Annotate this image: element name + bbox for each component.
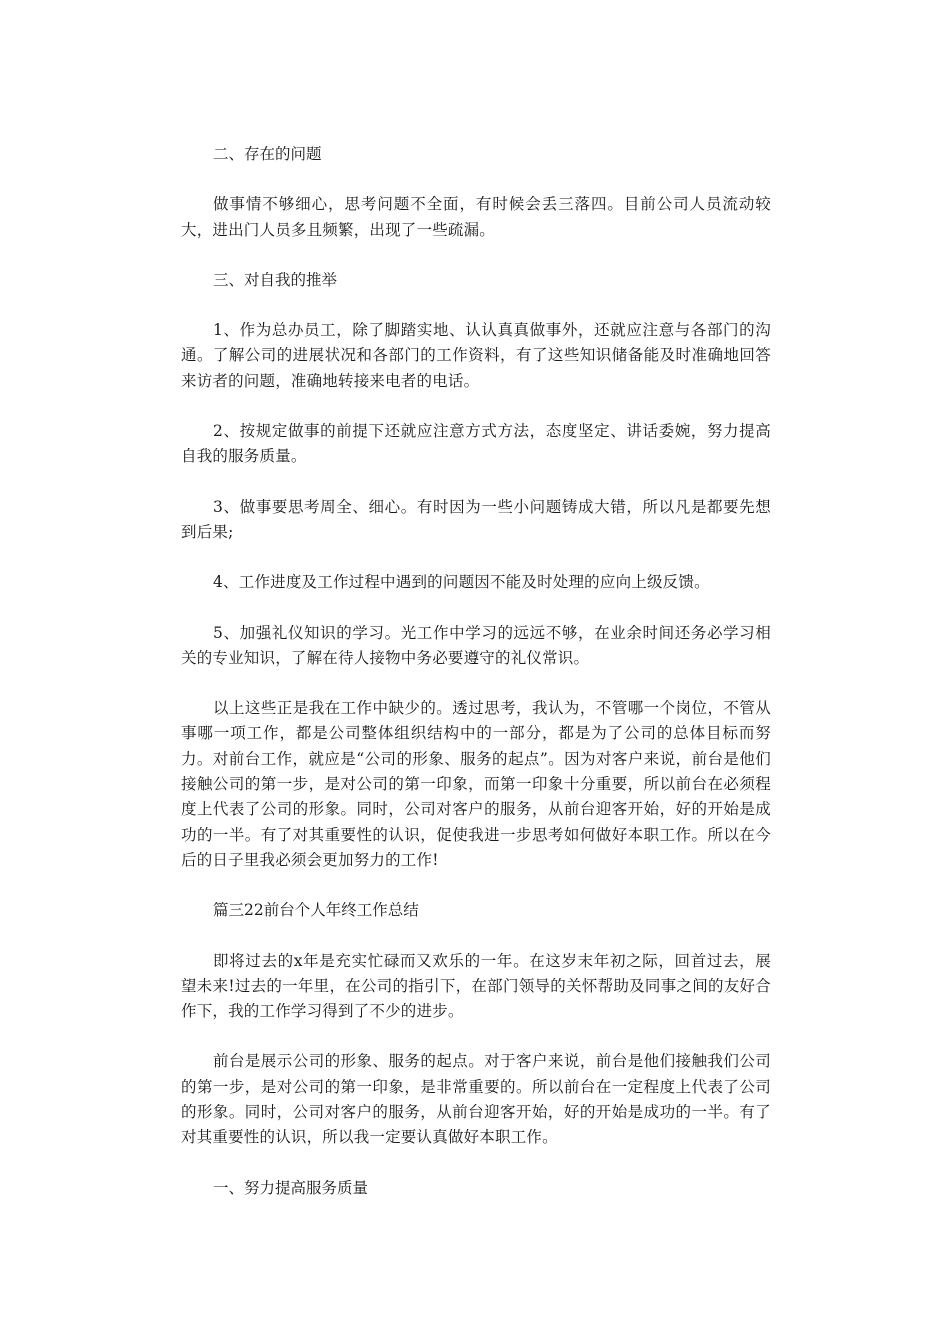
section-heading-service-quality: 一、努力提高服务质量	[213, 1178, 369, 1197]
paragraph-summary: 以上这些正是我在工作中缺少的。透过思考，我认为，不管哪一个岗位，不管从事哪一项工作，都是公司整体组织结构中的一部分，都是为了公司的总体目标而努力。对前台工作，就应是“公司的形象、服务的起点”。因为对客户来说，前台是他们接触公司的第一步，是对公司的第一印象，而第一印象十分重要，所以前台在必须程度上代表了公司的形象。同时，公司对客户的服务，从前台迎客开始，好的开始是成功的一半。有了对其重要性的认识，促使我进一步思考如何做好本职工作。所以在今后的日子里我必须会更加努力的工作!	[181, 699, 771, 869]
paragraph-problems: 做事情不够细心，思考问题不全面，有时候会丢三落四。目前公司人员流动较大，进出门人员多且频繁，出现了一些疏漏。	[181, 195, 771, 239]
article-title-part3: 篇三22前台个人年终工作总结	[213, 901, 419, 920]
section-heading-self-recommendation: 三、对自我的推举	[213, 270, 338, 289]
paragraph-item-1: 1、作为总办员工，除了脚踏实地、认认真真做事外，还就应注意与各部门的沟通。了解公司的进展状况和各部门的工作资料，有了这些知识储备能及时准确地回答来访者的问题，准确地转接来电者的电话。	[181, 321, 771, 390]
paragraph-intro: 即将过去的x年是充实忙碌而又欢乐的一年。在这岁末年初之际，回首过去，展望未来!过去的一年里，在公司的指引下，在部门领导的关怀帮助及同事之间的友好合作下，我的工作学习得到了不少的进步。	[181, 951, 771, 1021]
paragraph-item-2: 2、按规定做事的前提下还就应注意方式方法，态度坚定、讲话委婉，努力提高自我的服务质量。	[181, 422, 771, 466]
paragraph-item-4: 4、工作进度及工作过程中遇到的问题因不能及时处理的应向上级反馈。	[213, 573, 710, 592]
paragraph-front-desk-role: 前台是展示公司的形象、服务的起点。对于客户来说，前台是他们接触我们公司的第一步，是对公司的第一印象，是非常重要的。所以前台在一定程度上代表了公司的形象。同时，公司对客户的服务，从前台迎客开始，好的开始是成功的一半。有了对其重要性的认识，所以我一定要认真做好本职工作。	[181, 1052, 771, 1147]
section-heading-problems: 二、存在的问题	[213, 145, 322, 163]
paragraph-item-5: 5、加强礼仪知识的学习。光工作中学习的远远不够，在业余时间还务必学习相关的专业知识，了解在待人接物中务必要遵守的礼仪常识。	[181, 623, 771, 667]
document-page	[181, 142, 771, 1226]
paragraph-item-3: 3、做事要思考周全、细心。有时因为一些小问题铸成大错，所以凡是都要先想到后果;	[181, 497, 771, 541]
